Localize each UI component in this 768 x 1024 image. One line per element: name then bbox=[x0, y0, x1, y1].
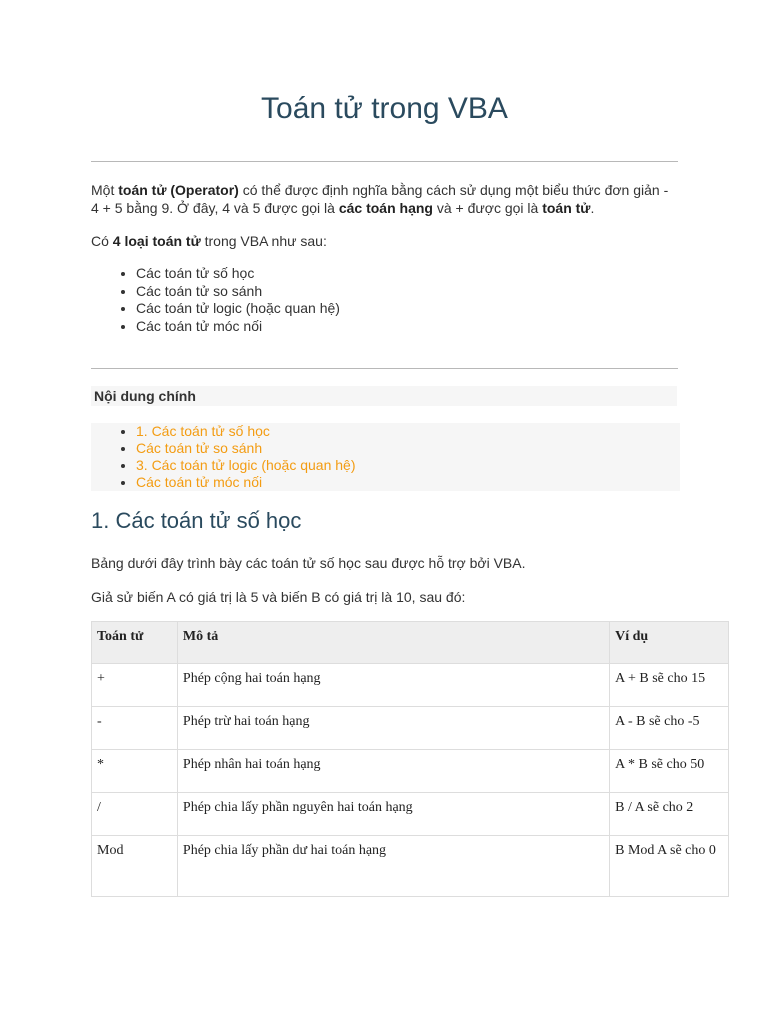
table-row bbox=[92, 793, 729, 836]
cell-operator: * bbox=[92, 750, 178, 793]
cell-example: A - B sẽ cho -5 bbox=[610, 707, 729, 750]
cell-example: B / A sẽ cho 2 bbox=[610, 793, 729, 836]
table-of-contents bbox=[91, 423, 680, 491]
cell-example: A * B sẽ cho 50 bbox=[610, 750, 729, 793]
cell-example: A + B sẽ cho 15 bbox=[610, 664, 729, 707]
bold-text: toán tử bbox=[542, 200, 591, 216]
cell-description: Phép cộng hai toán hạng bbox=[177, 664, 609, 707]
operator-types-list bbox=[91, 265, 340, 335]
table-row bbox=[92, 836, 729, 897]
cell-description: Phép trừ hai toán hạng bbox=[177, 707, 609, 750]
toc-link-comparison[interactable]: Các toán tử so sánh bbox=[136, 440, 263, 456]
divider-top bbox=[91, 161, 678, 162]
arithmetic-operators-table bbox=[91, 621, 729, 897]
section-paragraph-1: Bảng dưới đây trình bày các toán tử số học sau được hỗ trợ bởi VBA. bbox=[91, 555, 526, 571]
list-item: • Các toán tử móc nối bbox=[136, 318, 340, 336]
header-example: Ví dụ bbox=[610, 622, 729, 664]
bold-text: 4 loại toán tử bbox=[112, 233, 201, 249]
intro-paragraph bbox=[91, 181, 678, 217]
cell-operator: / bbox=[92, 793, 178, 836]
table-header-row bbox=[92, 622, 729, 664]
toc-link-concatenation[interactable]: Các toán tử móc nối bbox=[136, 474, 263, 490]
toc-item bbox=[136, 474, 680, 491]
bold-text: toán tử (Operator) bbox=[118, 182, 239, 198]
cell-operator: - bbox=[92, 707, 178, 750]
header-description: Mô tả bbox=[177, 622, 609, 664]
cell-description: Phép chia lấy phần nguyên hai toán hạng bbox=[177, 793, 609, 836]
toc-heading: Nội dung chính bbox=[91, 386, 677, 406]
table-row bbox=[92, 707, 729, 750]
table-row bbox=[92, 750, 729, 793]
cell-description: Phép nhân hai toán hạng bbox=[177, 750, 609, 793]
toc-link-arithmetic[interactable]: 1. Các toán tử số học bbox=[136, 423, 270, 439]
cell-description: Phép chia lấy phần dư hai toán hạng bbox=[177, 836, 609, 897]
cell-operator: Mod bbox=[92, 836, 178, 897]
cell-operator: + bbox=[92, 664, 178, 707]
page-title: Toán tử trong VBA bbox=[261, 92, 508, 125]
list-item: • Các toán tử logic (hoặc quan hệ) bbox=[136, 300, 340, 318]
text-run: Một bbox=[91, 182, 119, 198]
list-item: • Các toán tử so sánh bbox=[136, 283, 340, 301]
toc-link-logic[interactable]: 3. Các toán tử logic (hoặc quan hệ) bbox=[136, 457, 356, 473]
text-run: Có bbox=[91, 233, 113, 249]
table-row bbox=[92, 664, 729, 707]
toc-item bbox=[136, 457, 680, 474]
toc-item bbox=[136, 440, 680, 457]
cell-example: B Mod A sẽ cho 0 bbox=[610, 836, 729, 897]
text-run: có thể được định nghĩa bằng cách sử dụng một biểu thức đơn giản - 4 + 5 bằng 9. Ở đây, 4 và 5 được gọi là bbox=[91, 182, 669, 216]
bold-text: các toán hạng bbox=[338, 200, 433, 216]
text-run: . bbox=[590, 200, 595, 216]
header-operator: Toán tử bbox=[92, 622, 178, 664]
text-run: trong VBA như sau: bbox=[200, 233, 327, 249]
section-paragraph-2: Giả sử biến A có giá trị là 5 và biến B có giá trị là 10, sau đó: bbox=[91, 589, 466, 605]
divider-toc bbox=[91, 368, 678, 369]
section-heading: 1. Các toán tử số học bbox=[91, 508, 302, 533]
list-item: • Các toán tử số học bbox=[136, 265, 340, 283]
types-intro-paragraph bbox=[91, 232, 678, 250]
toc-item bbox=[136, 423, 680, 440]
text-run: và + được gọi là bbox=[432, 200, 543, 216]
